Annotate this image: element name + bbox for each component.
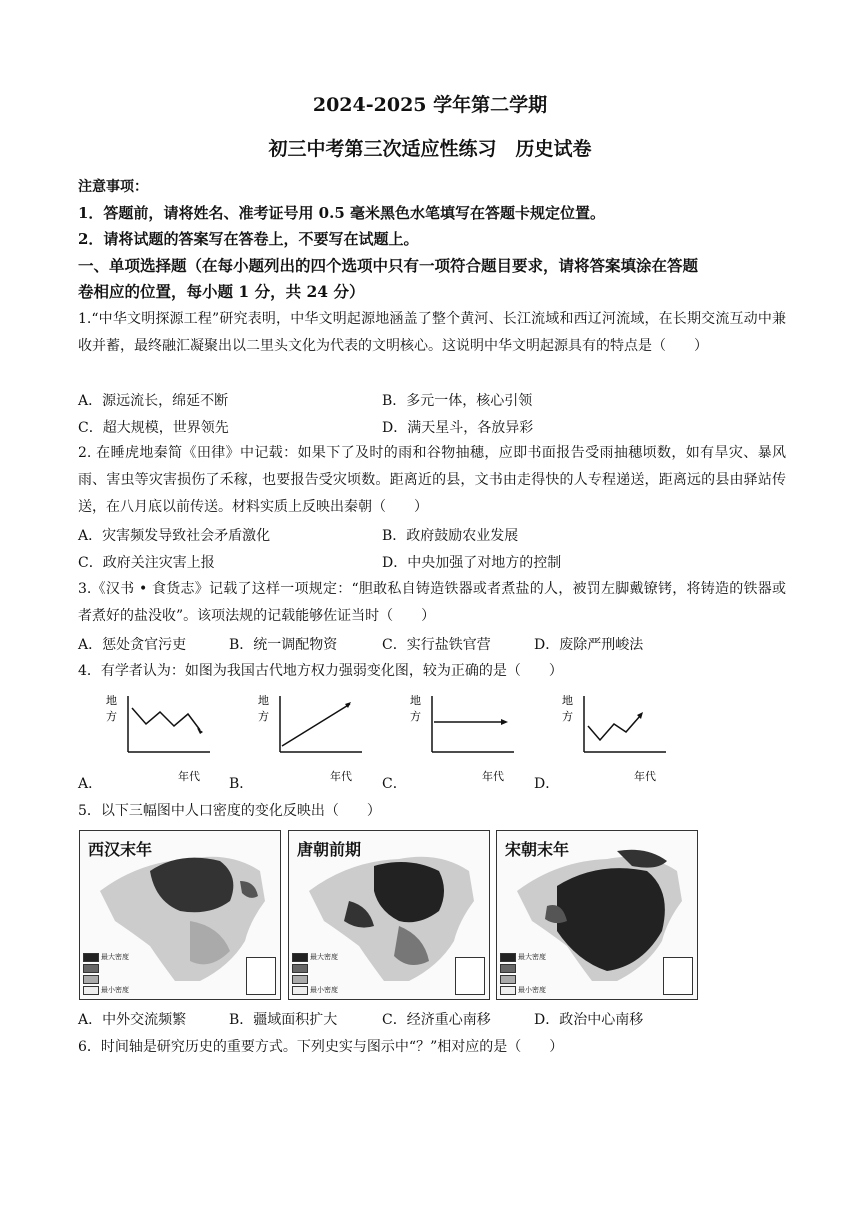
question-3-option-d: D．废除严刑峻法 bbox=[534, 637, 644, 653]
map-2-legend-max: 最大密度 bbox=[310, 953, 338, 961]
map-1-legend bbox=[83, 952, 129, 996]
chart-b-ylabel-2: 方 bbox=[258, 710, 269, 723]
question-4-option-c: C． bbox=[382, 776, 407, 792]
map-2-legend bbox=[292, 952, 338, 996]
question-6-stem: 6．时间轴是研究历史的重要方式。下列史实与图示中“？”相对应的是（ ） bbox=[78, 1039, 564, 1055]
exam-term-title: 2024-2025 学年第二学期 bbox=[312, 94, 548, 116]
question-3-option-b: B．统一调配物资 bbox=[229, 637, 338, 653]
question-2-stem: 2. 在睡虎地秦简《田律》中记载：如果下了及时的雨和谷物抽穗，应即书面报告受雨抽穗顷数，如有旱灾、暴风雨、害虫等灾害损伤了禾稼，也要报告受灾顷数。距离近的县，文书由走得快的人专程递送，距离远的县由驿站传送，在八月底以前传送。材料实质上反映出秦朝（ ） bbox=[78, 445, 786, 515]
chart-d-xlabel: 年代 bbox=[634, 770, 656, 783]
map-western-han bbox=[79, 830, 281, 1000]
question-5-option-b: B．疆域面积扩大 bbox=[229, 1012, 338, 1028]
question-5-option-c: C．经济重心南移 bbox=[382, 1012, 491, 1028]
map-3-title: 宋朝末年 bbox=[505, 840, 570, 859]
chart-a-line bbox=[132, 708, 200, 730]
question-4-option-b: B． bbox=[229, 776, 254, 792]
question-2-option-b: B．政府鼓励农业发展 bbox=[382, 528, 519, 544]
map-late-song bbox=[496, 830, 698, 1000]
chart-c-xlabel: 年代 bbox=[482, 770, 504, 783]
map-3-legend-min: 最小密度 bbox=[518, 986, 546, 994]
chart-a-xlabel: 年代 bbox=[178, 770, 200, 783]
chart-d-line bbox=[588, 716, 640, 740]
question-4-option-d: D． bbox=[534, 776, 560, 792]
map-1-south-sea-inset bbox=[246, 957, 276, 995]
question-5-stem: 5．以下三幅图中人口密度的变化反映出（ ） bbox=[78, 803, 381, 819]
question-4-chart-a bbox=[100, 690, 220, 785]
question-2-option-c: C．政府关注灾害上报 bbox=[78, 555, 215, 571]
question-2-option-a: A．灾害频发导致社会矛盾激化 bbox=[78, 528, 271, 544]
map-3-legend-max: 最大密度 bbox=[518, 953, 546, 961]
map-2-title: 唐朝前期 bbox=[297, 840, 362, 859]
chart-d-ylabel-1: 地 bbox=[562, 694, 573, 707]
question-1-option-d: D．满天星斗，各放异彩 bbox=[382, 420, 534, 436]
question-1-option-c: C．超大规模，世界领先 bbox=[78, 420, 229, 436]
notice-heading: 注意事项： bbox=[78, 179, 148, 195]
exam-title: 初三中考第三次适应性练习 历史试卷 bbox=[268, 138, 592, 160]
chart-a-ylabel-2: 方 bbox=[106, 710, 117, 723]
notice-item-2: 2．请将试题的答案写在答卷上，不要写在试题上。 bbox=[78, 230, 419, 248]
question-3-option-c: C．实行盐铁官营 bbox=[382, 637, 491, 653]
chart-b-line bbox=[282, 704, 350, 746]
question-5-option-d: D．政治中心南移 bbox=[534, 1012, 644, 1028]
map-3-south-sea-inset bbox=[663, 957, 693, 995]
chart-b-ylabel-1: 地 bbox=[258, 694, 269, 707]
chart-c-ylabel-2: 方 bbox=[410, 710, 421, 723]
map-early-tang bbox=[288, 830, 490, 1000]
question-4-chart-b bbox=[252, 690, 372, 785]
chart-d-ylabel-2: 方 bbox=[562, 710, 573, 723]
map-2-legend-min: 最小密度 bbox=[310, 986, 338, 994]
question-4-stem: 4．有学者认为：如图为我国古代地方权力强弱变化图，较为正确的是（ ） bbox=[78, 663, 563, 679]
question-1-stem: 1.“中华文明探源工程”研究表明，中华文明起源地涵盖了整个黄河、长江流域和西辽河流域，在长期交流互动中兼收并蓄，最终融汇凝聚出以二里头文化为代表的文明核心。这说明中华文明起源具有的特点是（ ） bbox=[78, 311, 786, 354]
map-3-legend bbox=[500, 952, 546, 996]
notice-item-1: 1．答题前，请将姓名、准考证号用 0.5 毫米黑色水笔填写在答题卡规定位置。 bbox=[78, 204, 605, 222]
map-1-legend-max: 最大密度 bbox=[101, 953, 129, 961]
chart-a-ylabel-1: 地 bbox=[106, 694, 117, 707]
question-3-stem: 3.《汉书 • 食货志》记载了这样一项规定：“胆敢私自铸造铁器或者煮盐的人，被罚左脚戴镣铐，将铸造的铁器或者煮好的盐没收”。该项法规的记载能够佐证当时（ ） bbox=[78, 581, 786, 624]
map-1-legend-min: 最小密度 bbox=[101, 986, 129, 994]
question-1-option-b: B．多元一体，核心引领 bbox=[382, 393, 533, 409]
chart-b-xlabel: 年代 bbox=[330, 770, 352, 783]
map-1-title: 西汉末年 bbox=[88, 840, 153, 859]
map-2-south-sea-inset bbox=[455, 957, 485, 995]
question-3-option-a: A．惩处贪官污吏 bbox=[78, 637, 187, 653]
question-2-option-d: D．中央加强了对地方的控制 bbox=[382, 555, 562, 571]
chart-c-ylabel-1: 地 bbox=[410, 694, 421, 707]
question-1-option-a: A．源远流长，绵延不断 bbox=[78, 393, 229, 409]
question-5-option-a: A．中外交流频繁 bbox=[78, 1012, 187, 1028]
section-heading-line2: 卷相应的位置，每小题 1 分，共 24 分） bbox=[78, 282, 365, 301]
question-4-chart-d bbox=[556, 690, 676, 785]
section-heading-line1: 一、单项选择题（在每小题列出的四个选项中只有一项符合题目要求，请将答案填涂在答题 bbox=[78, 256, 699, 275]
question-4-option-a: A． bbox=[78, 776, 103, 792]
question-4-chart-c bbox=[404, 690, 524, 785]
